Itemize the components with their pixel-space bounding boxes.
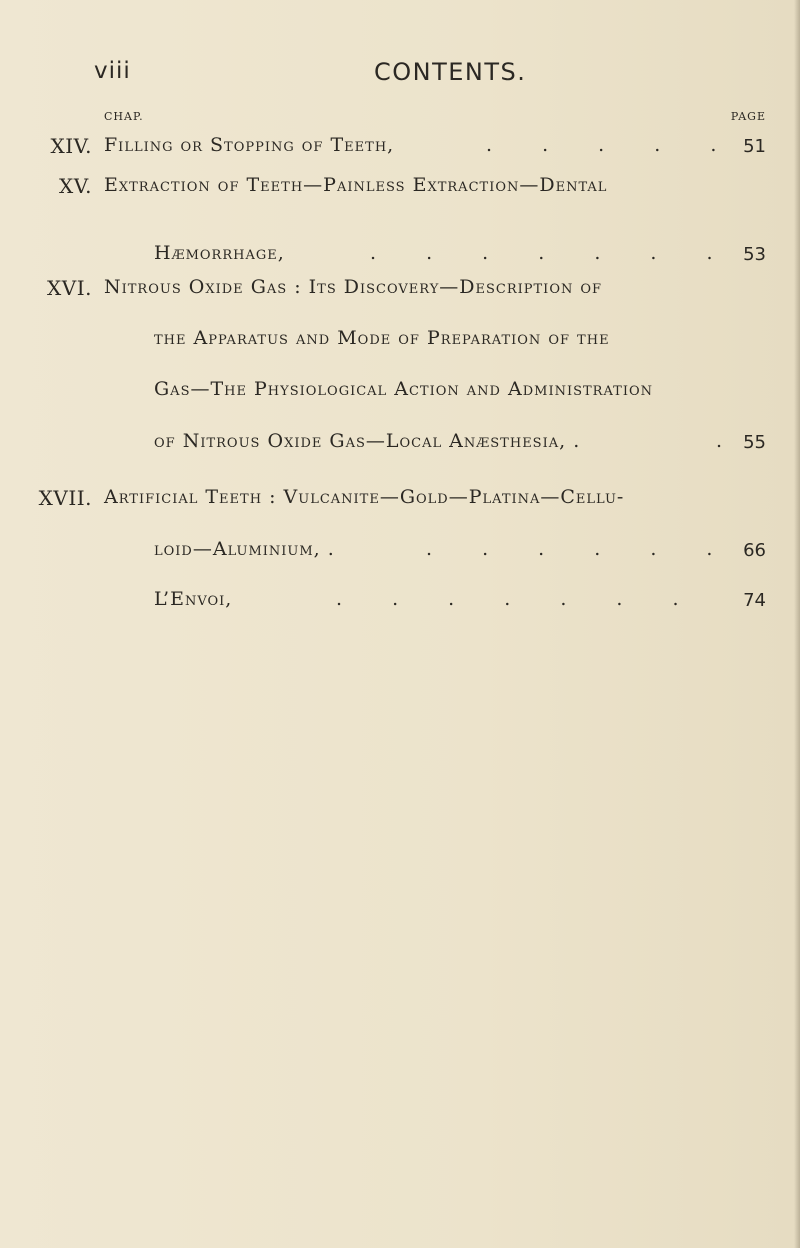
chapter-column-heading: CHAP.: [104, 110, 144, 123]
page-reference: 74: [743, 590, 766, 611]
page-reference: 51: [743, 136, 766, 157]
dot-leaders: . . . . . .: [426, 538, 735, 560]
page-reference: 55: [743, 432, 766, 453]
page-number: viii: [94, 58, 131, 84]
chapter-numeral: XVI.: [47, 276, 92, 300]
entry-title-line: Nitrous Oxide Gas : Its Discovery—Description of: [104, 276, 603, 298]
entry-title-line: L’Envoi,: [154, 588, 233, 610]
entry-title-line: Artificial Teeth : Vulcanite—Gold—Platina—Cellu-: [104, 486, 625, 508]
chapter-numeral: XVII.: [38, 486, 92, 510]
page-header: [94, 58, 760, 92]
entry-title-line: Hæmorrhage,: [154, 242, 285, 264]
dot-leaders: .: [716, 430, 745, 452]
chapter-numeral: XIV.: [50, 134, 92, 158]
chapter-numeral: XV.: [58, 174, 92, 198]
page-column-heading: PAGE: [730, 110, 766, 123]
dot-leaders: . . . . . . .: [370, 242, 735, 264]
dot-leaders: . . . . . . .: [336, 588, 701, 610]
entry-title-line: Extraction of Teeth—Painless Extraction—Dental: [104, 174, 608, 196]
entry-title-line: Gas—The Physiological Action and Administration: [154, 378, 653, 400]
entry-title-line: loid—Aluminium, .: [154, 538, 335, 560]
running-title: CONTENTS.: [374, 58, 527, 86]
entry-title-line: Filling or Stopping of Teeth,: [104, 134, 395, 156]
dot-leaders: . . . . .: [486, 134, 739, 156]
entry-title-line: the Apparatus and Mode of Preparation of the: [154, 327, 610, 349]
entry-title-line: of Nitrous Oxide Gas—Local Anæsthesia, .: [154, 430, 581, 452]
page-edge-shadow: [794, 0, 800, 1248]
page-reference: 66: [743, 540, 766, 561]
page-reference: 53: [743, 244, 766, 265]
